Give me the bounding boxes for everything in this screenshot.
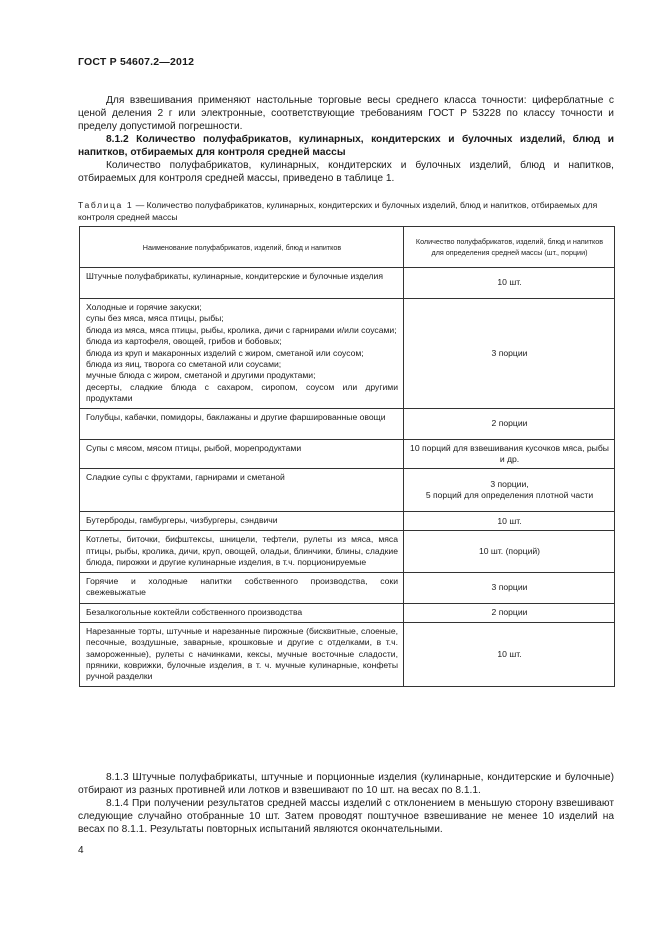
- row-name-line: Холодные и горячие закуски;: [86, 302, 202, 312]
- row-name: [80, 299, 404, 409]
- row-quantity-line: 3 порции,: [490, 479, 529, 490]
- row-name-line: блюда из мяса, мяса птицы, рыбы, кролика, дичи с гарнирами и/или соусами;: [86, 324, 397, 335]
- table-row: [80, 408, 615, 439]
- row-quantity: 3 порции: [404, 572, 615, 603]
- paragraph-814-text: 8.1.4 При получении результатов средней массы изделий с отклонением в меньшую сторону взвешивают следующие случайно отобранные 10 шт. Затем проводят поштучное взвешивание не менее 10 изделий на весах по 8.1.1. Результаты повторных испытаний являются окончательными.: [78, 798, 614, 835]
- col-header-name: Наименование полуфабрикатов, изделий, блюд и напитков: [80, 227, 404, 268]
- section-812-body: Количество полуфабрикатов, кулинарных, кондитерских и булочных изделий, блюд и напитков, отбираемых для контроля средней массы, приведено в таблице 1.: [78, 160, 614, 184]
- table-header-row: [80, 227, 615, 268]
- row-name-line: блюда из круп и макаронных изделий с жиром, сметаной или соусом;: [86, 347, 364, 358]
- table-row: [80, 572, 615, 603]
- paragraph-scales: [78, 94, 614, 133]
- row-name: Сладкие супы с фруктами, гарнирами и сметаной: [80, 469, 404, 512]
- row-name: Безалкогольные коктейли собственного производства: [80, 603, 404, 622]
- table-caption-text: — Количество полуфабрикатов, кулинарных, кондитерских и булочных изделий, блюд и напитков, отбираемых для контроля средней массы: [78, 200, 598, 222]
- page-number: 4: [78, 845, 84, 856]
- row-name-line: мучные блюда с жиром, сметаной и другими продуктами;: [86, 370, 316, 381]
- table-row: [80, 439, 615, 469]
- table-row: [80, 299, 615, 409]
- row-quantity: 3 порции: [404, 299, 615, 409]
- document-code: ГОСТ Р 54607.2—2012: [78, 56, 195, 68]
- row-quantity: 2 порции: [404, 603, 615, 622]
- row-name: Голубцы, кабачки, помидоры, баклажаны и другие фаршированные овощи: [80, 408, 404, 439]
- row-name: Супы с мясом, мясом птицы, рыбой, морепродуктами: [80, 439, 404, 469]
- table-row: [80, 622, 615, 686]
- table-row: [80, 268, 615, 299]
- col-header-quantity: Количество полуфабрикатов, изделий, блюд и напитков для определения средней массы (шт., порции): [404, 227, 615, 268]
- row-quantity: 10 шт. (порций): [404, 531, 615, 572]
- row-quantity: 10 порций для взвешивания кусочков мяса, рыбы и др.: [404, 439, 615, 469]
- table-row: [80, 531, 615, 572]
- section-812-heading: [78, 133, 614, 159]
- row-quantity: 10 шт.: [404, 512, 615, 531]
- row-name-line: супы без мяса, мяса птицы, рыбы;: [86, 313, 224, 324]
- row-name: Бутерброды, гамбургеры, чизбургеры, сэндвичи: [80, 512, 404, 531]
- table-row: [80, 603, 615, 622]
- paragraph-scales-text: Для взвешивания применяют настольные торговые весы среднего класса точности: циферблатные с ценой деления 2 г или электронные, соответствующие требованиям ГОСТ Р 53228 по классу точности и пределу допустимой погрешности.: [78, 95, 614, 132]
- row-name-line: блюда из картофеля, овощей, грибов и бобовых;: [86, 336, 282, 347]
- paragraph-814: [78, 797, 614, 836]
- row-quantity: 10 шт.: [404, 268, 615, 299]
- sample-quantity-table: [79, 226, 615, 687]
- table-row: [80, 469, 615, 512]
- row-quantity-line: 5 порций для определения плотной части: [425, 490, 594, 501]
- row-name-line: десерты, сладкие блюда с сахаром, сиропом, соусом или другими продуктами: [86, 381, 398, 404]
- table-row: [80, 512, 615, 531]
- row-name: Нарезанные торты, штучные и нарезанные пирожные (бисквитные, слоеные, песочные, воздушные, заварные, крошковые и другие с отделками, в т.ч. замороженные), рулеты с начинками, кексы, мучные восточные сладости, пряники, коврижки, булочные изделия, в т. ч. мучные кулинарные, конфеты ручной разделки: [80, 622, 404, 686]
- row-name-line: блюда из яиц, творога со сметаной или соусами;: [86, 359, 282, 370]
- paragraph-813-text: 8.1.3 Штучные полуфабрикаты, штучные и порционные изделия (кулинарные, кондитерские и булочные) отбирают из разных противней или лотков и взвешивают по 10 шт. на весах по 8.1.1.: [78, 772, 614, 796]
- row-name: Котлеты, биточки, бифштексы, шницели, тефтели, рулеты из мяса, мяса птицы, рыбы, кролика, дичи, круп, овощей, оладьи, блинчики, блины, сладкие блюда, пирожки и другие кулинарные изделия, в т.ч. порционируемые: [80, 531, 404, 572]
- section-812-text: [78, 159, 614, 185]
- row-quantity: 2 порции: [404, 408, 615, 439]
- paragraph-813: [78, 771, 614, 797]
- row-quantity: [404, 469, 615, 512]
- section-812-heading-text: 8.1.2 Количество полуфабрикатов, кулинарных, кондитерских и булочных изделий, блюд и напитков, отбираемых для контроля средней массы: [78, 134, 614, 158]
- row-name: Штучные полуфабрикаты, кулинарные, кондитерские и булочные изделия: [80, 268, 404, 299]
- row-quantity: 10 шт.: [404, 622, 615, 686]
- table-caption-label: Таблица 1: [78, 200, 134, 210]
- row-name: Горячие и холодные напитки собственного производства, соки свежевыжатые: [80, 572, 404, 603]
- table-caption: [78, 200, 618, 223]
